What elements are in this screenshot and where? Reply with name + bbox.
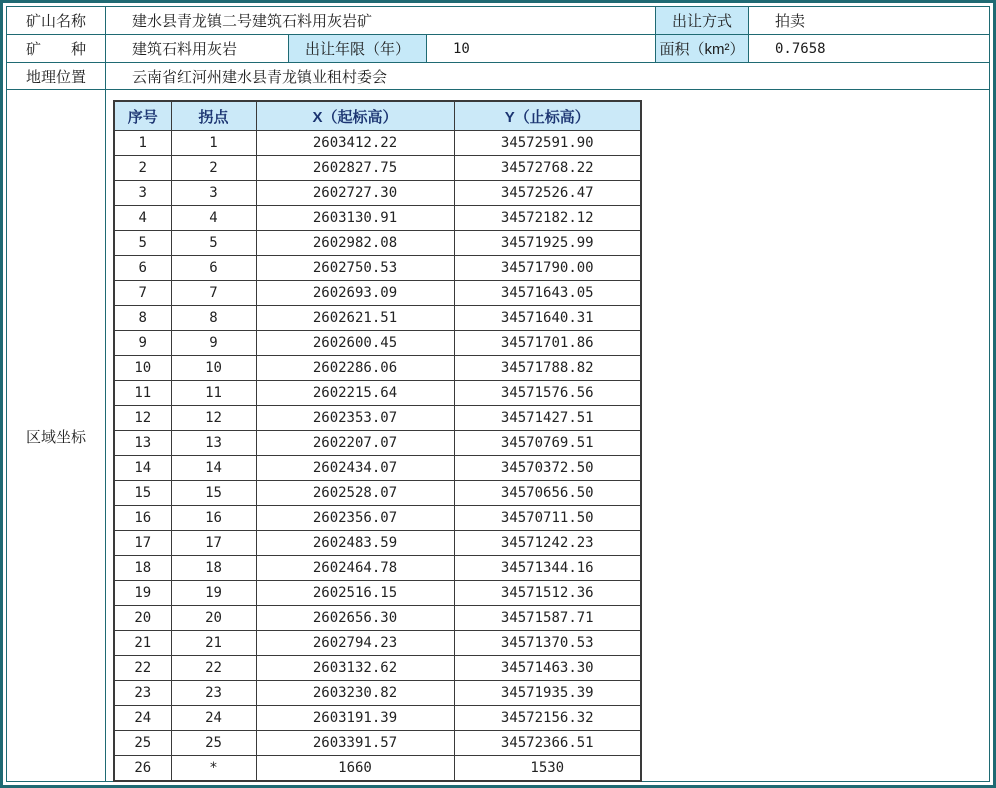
table-cell: 3 [171, 181, 256, 206]
mineral-value: 建筑石料用灰岩 [106, 35, 289, 62]
table-cell: 21 [171, 631, 256, 656]
mine-name-label: 矿山名称 [7, 7, 106, 34]
table-cell: 15 [171, 481, 256, 506]
table-cell: 18 [171, 556, 256, 581]
table-cell: 12 [114, 406, 171, 431]
table-row [114, 731, 641, 756]
table-cell: 20 [114, 606, 171, 631]
table-row [114, 756, 641, 782]
row-region-coordinates [7, 90, 989, 782]
table-cell: 2603412.22 [256, 131, 454, 156]
table-cell: 16 [114, 506, 171, 531]
coordinate-table-body [114, 131, 641, 782]
table-cell: 26 [114, 756, 171, 782]
table-cell: 19 [114, 581, 171, 606]
table-cell: 24 [171, 706, 256, 731]
table-cell: 34571427.51 [454, 406, 641, 431]
table-cell: 21 [114, 631, 171, 656]
table-cell: 34572182.12 [454, 206, 641, 231]
table-cell: 2602353.07 [256, 406, 454, 431]
table-row [114, 331, 641, 356]
table-cell: 4 [114, 206, 171, 231]
table-cell: 7 [171, 281, 256, 306]
table-cell: 2602215.64 [256, 381, 454, 406]
table-cell: 34572591.90 [454, 131, 641, 156]
table-row [114, 256, 641, 281]
transfer-method-label: 出让方式 [656, 7, 749, 34]
table-cell: 34570769.51 [454, 431, 641, 456]
table-cell: 24 [114, 706, 171, 731]
table-cell: 4 [171, 206, 256, 231]
table-cell: 34571512.36 [454, 581, 641, 606]
table-row [114, 631, 641, 656]
table-cell: 22 [171, 656, 256, 681]
table-cell: 5 [171, 231, 256, 256]
table-row [114, 581, 641, 606]
table-cell: 20 [171, 606, 256, 631]
table-cell: 2603130.91 [256, 206, 454, 231]
table-cell: 34571643.05 [454, 281, 641, 306]
table-cell: 34571576.56 [454, 381, 641, 406]
coordinate-table-header-cell: 拐点 [171, 101, 256, 131]
table-row [114, 606, 641, 631]
table-cell: 14 [171, 456, 256, 481]
table-cell: 34570711.50 [454, 506, 641, 531]
region-coordinates-content [106, 90, 989, 782]
table-cell: 34571370.53 [454, 631, 641, 656]
table-cell: 17 [171, 531, 256, 556]
table-row [114, 281, 641, 306]
table-cell: 13 [114, 431, 171, 456]
table-cell: 2602656.30 [256, 606, 454, 631]
table-cell: 2602483.59 [256, 531, 454, 556]
location-label: 地理位置 [7, 63, 106, 89]
table-cell: 23 [171, 681, 256, 706]
table-cell: 23 [114, 681, 171, 706]
table-cell: 17 [114, 531, 171, 556]
table-cell: 10 [171, 356, 256, 381]
table-cell: 1 [171, 131, 256, 156]
table-cell: 2602827.75 [256, 156, 454, 181]
table-cell: 2602528.07 [256, 481, 454, 506]
table-row [114, 481, 641, 506]
table-row [114, 131, 641, 156]
table-cell: 34570372.50 [454, 456, 641, 481]
table-cell: 14 [114, 456, 171, 481]
table-row [114, 181, 641, 206]
table-cell: 34571463.30 [454, 656, 641, 681]
coordinate-table-header-cell: Y（止标高） [454, 101, 641, 131]
table-row [114, 681, 641, 706]
row-mine-name [7, 7, 989, 35]
table-row [114, 656, 641, 681]
table-row [114, 506, 641, 531]
table-cell: 2602750.53 [256, 256, 454, 281]
transfer-method-value: 拍卖 [775, 13, 806, 30]
table-cell: 2602207.07 [256, 431, 454, 456]
table-cell: 2602356.07 [256, 506, 454, 531]
table-cell: 34572156.32 [454, 706, 641, 731]
table-cell: 15 [114, 481, 171, 506]
table-cell: 25 [171, 731, 256, 756]
table-cell: 2602621.51 [256, 306, 454, 331]
table-cell: 1530 [454, 756, 641, 782]
table-cell: 2602464.78 [256, 556, 454, 581]
coordinate-table-header-row [114, 101, 641, 131]
table-row [114, 156, 641, 181]
table-cell: 8 [114, 306, 171, 331]
table-cell: 34571788.82 [454, 356, 641, 381]
table-cell: 34571242.23 [454, 531, 641, 556]
table-cell: 2603132.62 [256, 656, 454, 681]
table-cell: 34571344.16 [454, 556, 641, 581]
table-row [114, 231, 641, 256]
table-cell: 6 [114, 256, 171, 281]
table-cell: 16 [171, 506, 256, 531]
table-row [114, 531, 641, 556]
table-cell: 11 [114, 381, 171, 406]
row-mineral [7, 35, 989, 63]
table-cell: 34572768.22 [454, 156, 641, 181]
table-cell: 19 [171, 581, 256, 606]
table-cell: 2602286.06 [256, 356, 454, 381]
table-cell: 2602434.07 [256, 456, 454, 481]
table-row [114, 406, 641, 431]
table-cell: 2602794.23 [256, 631, 454, 656]
table-row [114, 706, 641, 731]
table-cell: 2 [114, 156, 171, 181]
table-cell: 9 [171, 331, 256, 356]
table-row [114, 306, 641, 331]
region-coordinates-label: 区域坐标 [7, 90, 106, 782]
table-cell: 9 [114, 331, 171, 356]
table-cell: 25 [114, 731, 171, 756]
table-cell: 2602982.08 [256, 231, 454, 256]
table-cell: 34571640.31 [454, 306, 641, 331]
table-row [114, 456, 641, 481]
table-cell: 34571587.71 [454, 606, 641, 631]
table-cell: 34571935.39 [454, 681, 641, 706]
info-sheet [6, 6, 990, 782]
table-cell: 2603230.82 [256, 681, 454, 706]
mineral-label: 矿 种 [7, 35, 106, 62]
table-cell: 2602727.30 [256, 181, 454, 206]
area-label: 面积（km²） [656, 35, 749, 62]
table-cell: 11 [171, 381, 256, 406]
table-cell: 34570656.50 [454, 481, 641, 506]
mine-name-value: 建水县青龙镇二号建筑石料用灰岩矿 [106, 7, 656, 34]
table-cell: 1 [114, 131, 171, 156]
term-label: 出让年限（年） [289, 35, 427, 62]
table-cell: 3 [114, 181, 171, 206]
table-cell: 34571701.86 [454, 331, 641, 356]
coordinate-table [113, 100, 642, 782]
table-cell: * [171, 756, 256, 782]
table-cell: 13 [171, 431, 256, 456]
table-cell: 1660 [256, 756, 454, 782]
table-cell: 2602693.09 [256, 281, 454, 306]
table-cell: 8 [171, 306, 256, 331]
location-value: 云南省红河州建水县青龙镇业租村委会 [132, 68, 388, 86]
table-cell: 5 [114, 231, 171, 256]
table-row [114, 556, 641, 581]
table-cell: 6 [171, 256, 256, 281]
table-cell: 34572366.51 [454, 731, 641, 756]
table-cell: 34572526.47 [454, 181, 641, 206]
table-cell: 2 [171, 156, 256, 181]
table-cell: 2603191.39 [256, 706, 454, 731]
table-row [114, 356, 641, 381]
table-cell: 22 [114, 656, 171, 681]
table-cell: 34571925.99 [454, 231, 641, 256]
coordinate-table-header-cell: X（起标高） [256, 101, 454, 131]
table-cell: 34571790.00 [454, 256, 641, 281]
row-location [7, 63, 989, 90]
term-value: 10 [427, 35, 656, 62]
area-value: 0.7658 [775, 40, 826, 57]
table-row [114, 206, 641, 231]
table-cell: 2602600.45 [256, 331, 454, 356]
table-row [114, 431, 641, 456]
table-cell: 10 [114, 356, 171, 381]
table-cell: 18 [114, 556, 171, 581]
table-cell: 2603391.57 [256, 731, 454, 756]
table-row [114, 381, 641, 406]
coordinate-table-header-cell: 序号 [114, 101, 171, 131]
table-cell: 7 [114, 281, 171, 306]
table-cell: 2602516.15 [256, 581, 454, 606]
table-cell: 12 [171, 406, 256, 431]
